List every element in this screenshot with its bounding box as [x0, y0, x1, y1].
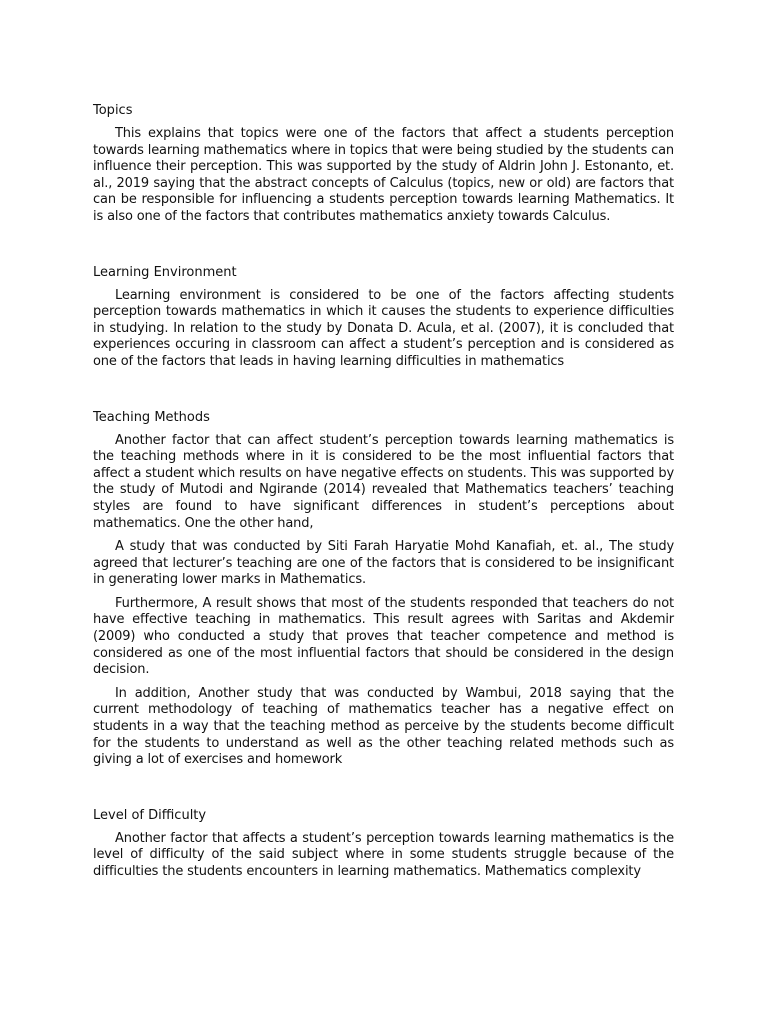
- paragraph: Another factor that can affect student’s perception towards learning mathematics is the teaching methods where in it is considered to be the most influential factors that affect a student which results on have negative effects on students. This was supported by the study of Mutodi and Ngirande (2014) revealed that Mathematics teachers’ teaching styles are found to have significant differences in student’s perceptions about mathematics. One the other hand,: [93, 432, 674, 531]
- paragraph: Furthermore, A result shows that most of the students responded that teachers do not have effective teaching in mathematics. This result agrees with Saritas and Akdemir (2009) who conducted a study that proves that teacher competence and method is considered as one of the most influential factors that should be considered in the design decision.: [93, 595, 674, 678]
- paragraph: A study that was conducted by Siti Farah Haryatie Mohd Kanafiah, et. al., The study agreed that lecturer’s teaching are one of the factors that is considered to be insignificant in generating lower marks in Mathematics.: [93, 539, 674, 588]
- section-learning-environment: [93, 263, 674, 371]
- paragraph: Another factor that affects a student’s perception towards learning mathematics is the level of difficulty of the said subject where in some students struggle because of the difficulties the students encounters in learning mathematics. Mathematics complexity: [93, 830, 674, 879]
- paragraph: In addition, Another study that was conducted by Wambui, 2018 saying that the current methodology of teaching of mathematics teacher has a negative effect on students in a way that the teaching method as perceive by the students become difficult for the students to understand as well as the other teaching related methods such as giving a lot of exercises and homework: [93, 685, 674, 768]
- section-heading: Teaching Methods: [93, 409, 210, 425]
- section-heading: Level of Difficulty: [93, 807, 207, 823]
- document-page: [93, 101, 674, 888]
- section-topics: [93, 101, 674, 226]
- paragraph: Learning environment is considered to be one of the factors affecting students perception towards mathematics in which it causes the students to experience difficulties in studying. In relation to the study by Donata D. Acula, et al. (2007), it is concluded that experiences occuring in classroom can affect a student’s perception and is considered as one of the factors that leads in having learning difficulties in mathematics: [93, 287, 674, 369]
- section-teaching-methods: [93, 408, 674, 769]
- section-heading: Topics: [93, 103, 133, 118]
- section-heading: Learning Environment: [93, 264, 237, 280]
- paragraph: This explains that topics were one of the factors that affect a students perception towards learning mathematics where in topics that were being studied by the students can influence their perception. This was supported by the study of Aldrin John J. Estonanto, et. al., 2019 saying that the abstract concepts of Calculus (topics, new or old) are factors that can be responsible for influencing a students perception towards learning Mathematics. It is also one of the factors that contributes mathematics anxiety towards Calculus.: [93, 126, 674, 224]
- section-level-of-difficulty: [93, 806, 674, 881]
